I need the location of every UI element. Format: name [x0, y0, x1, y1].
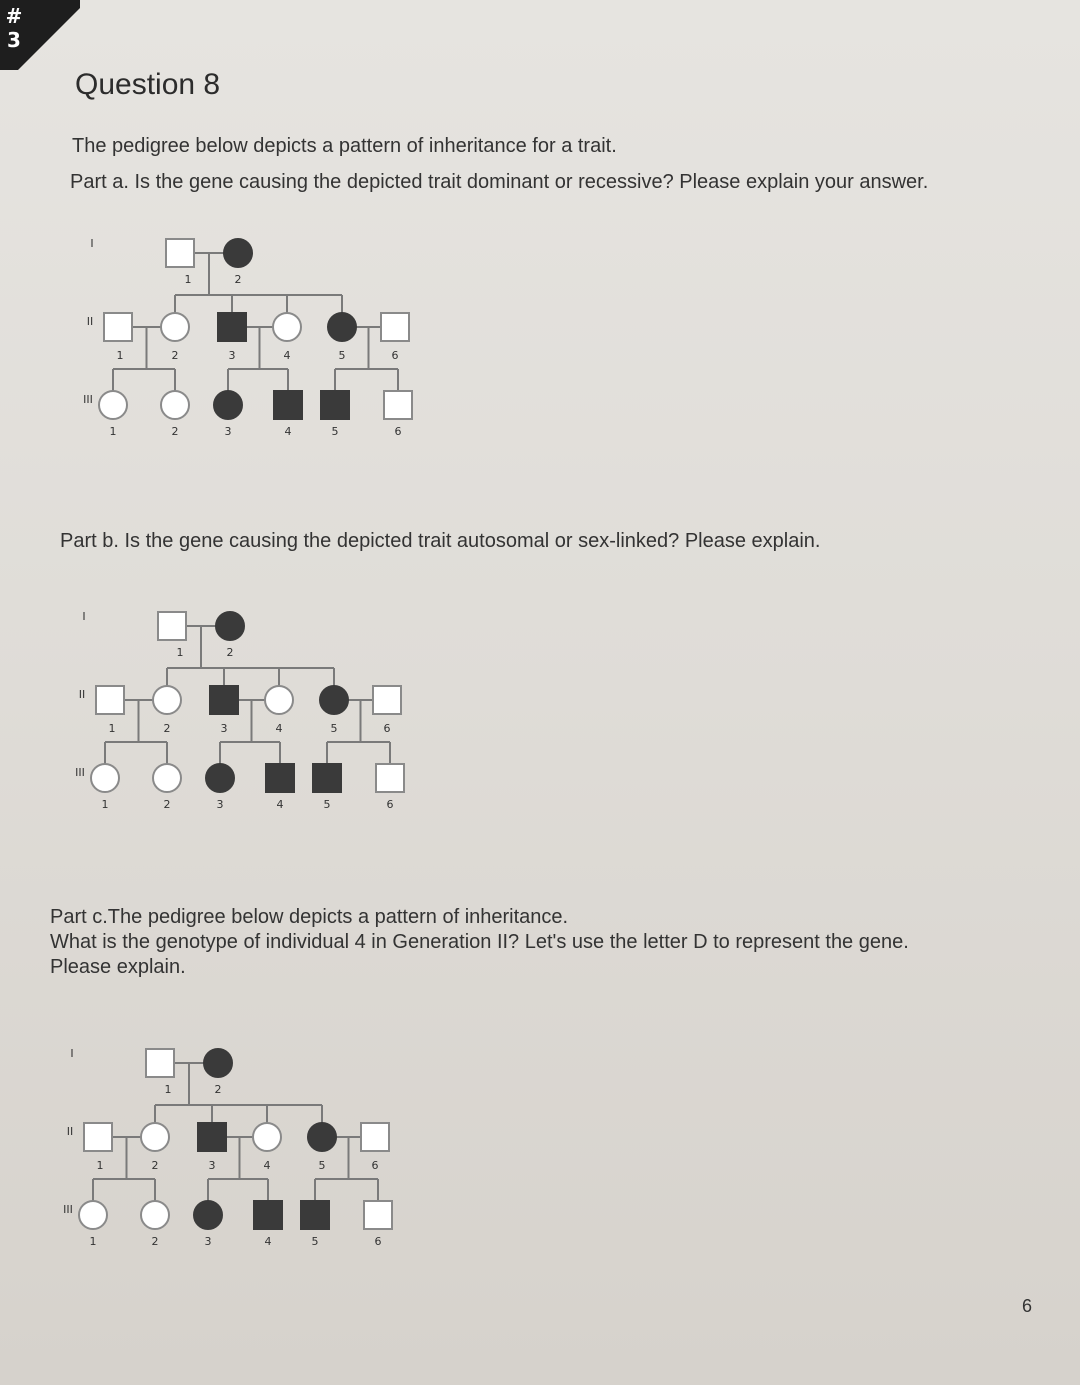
- part-a-label: Part a.: [70, 171, 129, 193]
- generation-label-ii: II: [66, 1125, 74, 1138]
- individual-iii-6: [364, 1201, 392, 1229]
- number-iii-4: 4: [284, 425, 292, 438]
- number-i-1: 1: [164, 1083, 172, 1096]
- number-iii-1: 1: [109, 425, 117, 438]
- individual-ii-6: [381, 313, 409, 341]
- individual-ii-6: [373, 686, 401, 714]
- number-i-2: 2: [234, 273, 242, 286]
- number-ii-3: 3: [228, 349, 236, 362]
- individual-ii-5: [328, 313, 356, 341]
- individual-iii-5: [313, 764, 341, 792]
- number-iii-3: 3: [224, 425, 232, 438]
- part-c-label: Part c.: [50, 906, 108, 928]
- generation-label-iii: III: [83, 393, 93, 406]
- individual-ii-3: [218, 313, 246, 341]
- question-intro: The pedigree below depicts a pattern of inheritance for a trait.: [72, 135, 617, 157]
- individual-i-2: [224, 239, 252, 267]
- individual-iii-1: [79, 1201, 107, 1229]
- number-iii-2: 2: [171, 425, 179, 438]
- part-b-text: Is the gene causing the depicted trait autosomal or sex-linked? Please explain.: [124, 530, 821, 552]
- number-i-2: 2: [214, 1083, 222, 1096]
- part-c-line2: What is the genotype of individual 4 in Generation II? Let's use the letter D to represent the gene.: [50, 931, 909, 953]
- number-ii-4: 4: [263, 1159, 271, 1172]
- number-ii-2: 2: [171, 349, 179, 362]
- number-iii-1: 1: [89, 1235, 97, 1248]
- individual-iii-1: [91, 764, 119, 792]
- individual-ii-4: [253, 1123, 281, 1151]
- question-title: Question 8: [75, 68, 221, 101]
- number-iii-1: 1: [101, 798, 109, 811]
- number-iii-3: 3: [216, 798, 224, 811]
- hash-symbol: #: [5, 4, 23, 28]
- generation-label-ii: II: [78, 688, 86, 701]
- individual-iii-2: [153, 764, 181, 792]
- individual-iii-6: [376, 764, 404, 792]
- generation-label-iii: III: [75, 766, 85, 779]
- individual-i-1: [166, 239, 194, 267]
- number-i-2: 2: [226, 646, 234, 659]
- generation-label-i: I: [82, 610, 86, 623]
- number-ii-4: 4: [283, 349, 291, 362]
- part-c-line3: Please explain.: [50, 956, 186, 978]
- number-iii-2: 2: [151, 1235, 159, 1248]
- number-iii-6: 6: [386, 798, 394, 811]
- individual-iii-1: [99, 391, 127, 419]
- individual-ii-2: [153, 686, 181, 714]
- generation-label-i: I: [90, 237, 94, 250]
- number-ii-5: 5: [318, 1159, 326, 1172]
- generation-label-i: I: [70, 1047, 74, 1060]
- individual-ii-3: [198, 1123, 226, 1151]
- individual-i-2: [204, 1049, 232, 1077]
- pedigree-chart-a: [80, 225, 430, 455]
- individual-i-1: [158, 612, 186, 640]
- pedigree-chart-c: [60, 1035, 410, 1265]
- number-iii-3: 3: [204, 1235, 212, 1248]
- individual-ii-5: [308, 1123, 336, 1151]
- corner-number: 3: [7, 28, 21, 52]
- number-ii-6: 6: [391, 349, 399, 362]
- individual-iii-3: [206, 764, 234, 792]
- part-c-prompt: [50, 905, 909, 980]
- generation-label-ii: II: [86, 315, 94, 328]
- part-b-prompt: [60, 530, 820, 553]
- number-ii-4: 4: [275, 722, 283, 735]
- individual-ii-2: [161, 313, 189, 341]
- number-iii-6: 6: [374, 1235, 382, 1248]
- individual-iii-3: [194, 1201, 222, 1229]
- individual-iii-6: [384, 391, 412, 419]
- part-a-prompt: [70, 171, 928, 194]
- individual-ii-1: [96, 686, 124, 714]
- pedigree-chart-b: [72, 598, 422, 828]
- individual-iii-5: [301, 1201, 329, 1229]
- individual-ii-3: [210, 686, 238, 714]
- part-c-line1: The pedigree below depicts a pattern of inheritance.: [107, 906, 569, 928]
- individual-iii-3: [214, 391, 242, 419]
- individual-ii-2: [141, 1123, 169, 1151]
- number-ii-6: 6: [383, 722, 391, 735]
- individual-ii-6: [361, 1123, 389, 1151]
- number-iii-6: 6: [394, 425, 402, 438]
- number-iii-5: 5: [331, 425, 339, 438]
- individual-iii-2: [141, 1201, 169, 1229]
- individual-i-1: [146, 1049, 174, 1077]
- number-iii-5: 5: [323, 798, 331, 811]
- number-ii-2: 2: [151, 1159, 159, 1172]
- number-ii-2: 2: [163, 722, 171, 735]
- individual-ii-1: [104, 313, 132, 341]
- individual-iii-4: [266, 764, 294, 792]
- individual-ii-4: [273, 313, 301, 341]
- individual-iii-2: [161, 391, 189, 419]
- number-ii-1: 1: [96, 1159, 104, 1172]
- number-i-1: 1: [184, 273, 192, 286]
- number-iii-2: 2: [163, 798, 171, 811]
- individual-ii-5: [320, 686, 348, 714]
- number-ii-1: 1: [116, 349, 124, 362]
- individual-iii-4: [274, 391, 302, 419]
- individual-ii-4: [265, 686, 293, 714]
- corner-label: [4, 4, 24, 52]
- number-iii-4: 4: [264, 1235, 272, 1248]
- number-ii-6: 6: [371, 1159, 379, 1172]
- individual-ii-1: [84, 1123, 112, 1151]
- number-iii-4: 4: [276, 798, 284, 811]
- individual-i-2: [216, 612, 244, 640]
- generation-label-iii: III: [63, 1203, 73, 1216]
- individual-iii-4: [254, 1201, 282, 1229]
- number-ii-5: 5: [330, 722, 338, 735]
- part-b-label: Part b.: [60, 530, 119, 552]
- number-iii-5: 5: [311, 1235, 319, 1248]
- page-number: 6: [1022, 1296, 1033, 1316]
- number-ii-1: 1: [108, 722, 116, 735]
- individual-iii-5: [321, 391, 349, 419]
- number-ii-5: 5: [338, 349, 346, 362]
- part-a-text: Is the gene causing the depicted trait dominant or recessive? Please explain your answer.: [134, 171, 929, 193]
- number-i-1: 1: [176, 646, 184, 659]
- number-ii-3: 3: [220, 722, 228, 735]
- number-ii-3: 3: [208, 1159, 216, 1172]
